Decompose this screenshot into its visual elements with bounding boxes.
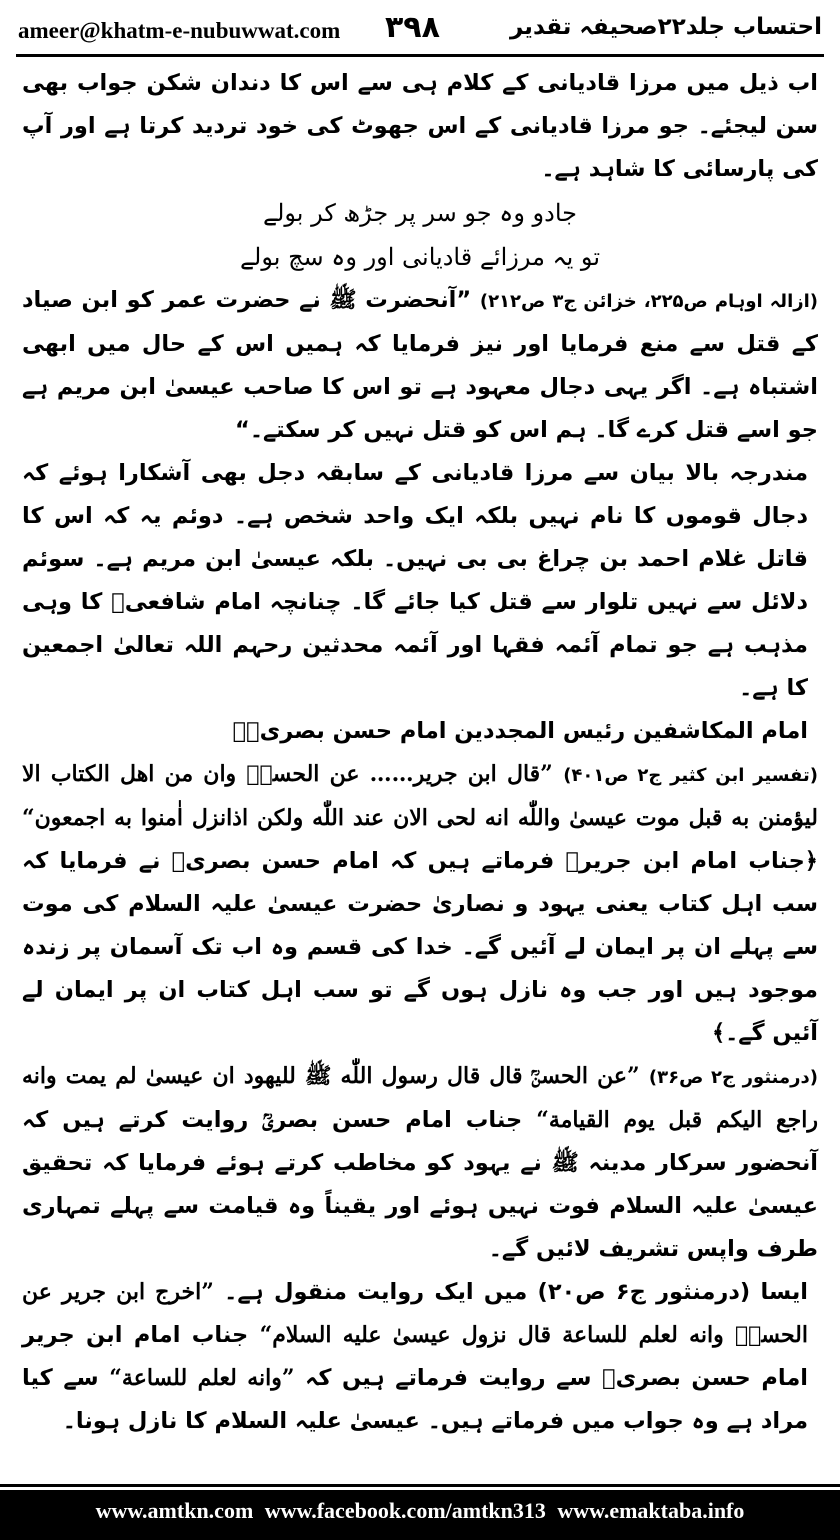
urdu-translation-durr-manthur-2a: جناب امام ابن جریر امام حسن بصریؒ سے روایت فرماتے ہیں کہ: [22, 1322, 808, 1391]
urdu-translation-durr-manthur-2b: سے کیا مراد ہے وہ جواب میں فرماتے ہیں۔ عیسیٰ علیہ السلام کا نازل ہونا۔: [22, 1365, 808, 1434]
paragraph-intro: اب ذیل میں مرزا قادیانی کے کلام ہی سے اس کا دندان شکن جواب بھی سن لیجئے۔ جو مرزا قادیانی کے اس جھوٹ کی خود تردید کرتا ہے اور آپ کی پارسائی کا شاہد ہے۔: [22, 70, 818, 182]
paragraph-hadith-ibn-sayyad: [22, 279, 818, 452]
page-number: ۳۹۸: [385, 10, 440, 45]
running-title: احتساب جلد۲۲صحیفہ تقدیر: [510, 14, 822, 40]
reference-izala: (ازالہ اوہام ص۲۲۵، خزائن ج۳ ص۲۱۲): [479, 291, 818, 312]
paragraph-analysis: مندرجہ بالا بیان سے مرزا قادیانی کے سابقہ دجل بھی آشکارا ہوئے کہ دجال قوموں کا نام نہیں بلکہ ایک واحد شخص ہے۔ دوئم یہ کہ اس کا قاتل غلام احمد بن چراغ بی بی نہیں۔ بلکہ عیسیٰ ابن مریم ہے۔ سوئم دلائل سے نہیں تلوار سے قتل کیا جائے گا۔ چنانچہ امام شافعیؒ کا وہی مذہب ہے جو تمام آئمہ فقہا اور آئمہ محدثین رحہم اللہ تعالیٰ اجمعین کا ہے۔: [22, 460, 808, 701]
verse-line-1: جادو وہ جو سر پر جڑھ کر بولے: [263, 199, 577, 227]
arabic-quote-durr-manthur-1: ”عن الحسنؒ قال قال رسول اللّٰه ﷺ للیهود ان عیسیٰ لم یمت وانه راجع الیکم قبل یوم القیامة“: [22, 1063, 819, 1133]
page-header: [0, 0, 840, 56]
verse-line-2: تو یہ مرزائے قادیانی اور وہ سچ بولے: [239, 243, 601, 271]
paragraph-durr-manthur-1: [22, 1055, 818, 1271]
paragraph-durr-manthur-2: [22, 1271, 818, 1443]
header-email: ameer@khatm-e-nubuwwat.com: [18, 18, 341, 43]
urdu-translation-ibn-kathir: ﴿جناب امام ابن جریرؒ فرماتے ہیں کہ امام حسن بصریؒ نے فرمایا کہ سب اہل کتاب یعنی یہود و نصاریٰ حضرت عیسیٰ علیہ السلام کی موت سے پہلے ان پر ایمان لے آئیں گے۔ خدا کی قسم وہ اب تک آسمان پر زندہ موجود ہیں اور جب وہ نازل ہوں گے تو سب اہل کتاب ان پر ایمان لے آئیں گے۔﴾: [22, 848, 818, 1046]
reference-durr-manthur-1: (درمنثور ج۲ ص۳۶): [648, 1067, 818, 1088]
arabic-quote-ilm-lil-saa: ”وانه لعلم للساعة“: [109, 1365, 295, 1391]
page-body: [22, 62, 818, 1443]
footer-links: www.amtkn.com www.facebook.com/amtkn313 www.emaktaba.info: [95, 1498, 745, 1523]
arabic-quote-durr-manthur-2: ”اخرج ابن جریر عن الحسنؒ وانه لعلم للساعة قال نزول عیسیٰ علیه السلام“: [22, 1279, 808, 1348]
heading-hasan-basri: امام المکاشفین رئیس المجددین امام حسن بصریؒ۔: [232, 718, 808, 744]
header-rule: [16, 54, 824, 57]
paragraph-ibn-kathir: [22, 753, 818, 1055]
footer-rule: [0, 1484, 840, 1487]
reference-ibn-kathir: (تفسیر ابن کثیر ج۲ ص۴۰۱): [563, 765, 819, 786]
intro-durr-manthur-2: ایسا (درمنثور ج۶ ص۲۰) میں ایک روایت منقول ہے۔: [224, 1279, 808, 1305]
arabic-quote-ibn-kathir: ”قال ابن جریر…… عن الحسنؒ وان من اهل الکتاب الا لیؤمنن به قبل موت عیسیٰ واللّٰه انه لحی الان عند اللّٰه ولکن اذانزل اٰمنوا به اجمعون“: [22, 761, 818, 831]
urdu-translation-durr-manthur-1: جناب امام حسن بصریؒ روایت کرتے ہیں کہ آنحضور سرکار مدینہ ﷺ نے یہود کو مخاطب کرتے ہوئے فرمایا کہ تحقیق عیسیٰ علیہ السلام فوت نہیں ہوئے اور یقیناً وہ قیامت سے پہلے تمہاری طرف واپس تشریف لائیں گے۔: [22, 1107, 818, 1262]
hadith-text: ”آنحضرت ﷺ نے حضرت عمر کو ابن صیاد کے قتل سے منع فرمایا اور نیز فرمایا کہ ہمیں اس کے حال میں ابھی اشتباہ ہے۔ اگر یہی دجال معہود ہے تو اس کا صاحب عیسیٰ ابن مریم ہے جو اسے قتل کرے گا۔ ہم اس کو قتل نہیں کر سکتے۔“: [22, 287, 818, 443]
